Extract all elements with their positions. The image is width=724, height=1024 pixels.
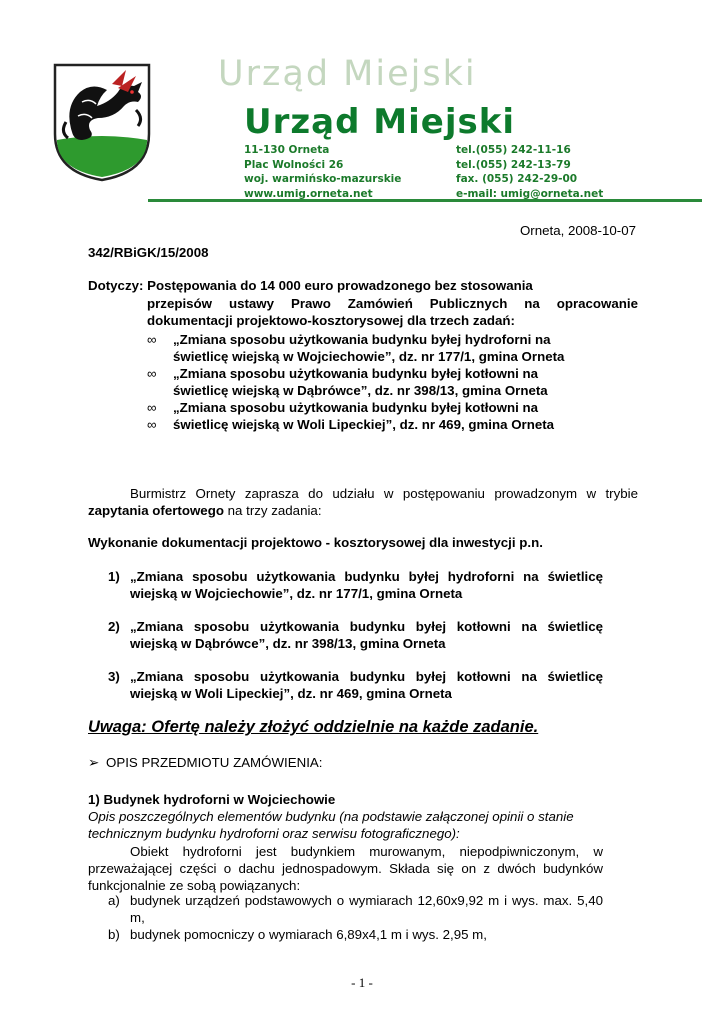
- coat-of-arms-logo: [52, 62, 152, 182]
- scope-heading: Wykonanie dokumentacji projektowo - kosztorysowej dla inwestycji p.n.: [88, 535, 543, 550]
- subject-bullet: [147, 331, 551, 348]
- notice-heading: Uwaga: Ofertę należy złożyć oddzielnie na każde zadanie.: [88, 718, 539, 736]
- logo-title-shadow: Urząd Miejski: [218, 54, 477, 94]
- address-line: Plac Wolności 26: [244, 158, 344, 171]
- building-item: b) budynek pomocniczy o wymiarach 6,89x4,1 m i wys. 2,95 m,: [108, 927, 487, 942]
- subject-bullet: [147, 399, 538, 416]
- letter-date: Orneta, 2008-10-07: [519, 223, 636, 238]
- section-heading: 1) Budynek hydroforni w Wojciechowie: [88, 792, 336, 807]
- invitation-paragraph: Burmistrz Ornety zaprasza do udziału w postępowaniu prowadzonym w trybie zapytania ofertowego na trzy zadania:: [88, 486, 638, 518]
- email-link[interactable]: e-mail: umig@orneta.net: [456, 187, 604, 200]
- header-divider: [148, 199, 702, 202]
- section-note: Opis poszczególnych elementów budynku (na podstawie załączonej opinii o stanie technicznym budynku hydroforni oraz serwisu fotograficznego):: [88, 809, 574, 841]
- infinity-bullet-icon: ∞: [147, 400, 157, 415]
- phone-line: tel.(055) 242-13-79: [456, 158, 571, 171]
- bullet-text: świetlicę wiejską w Wojciechowie”, dz. nr 177/1, gmina Orneta: [173, 349, 565, 364]
- bullet-text: „Zmiana sposobu użytkowania budynku byłej hydroforni na: [173, 332, 551, 347]
- infinity-bullet-icon: ∞: [147, 332, 157, 347]
- subject-bullet: [147, 365, 538, 382]
- bullet-text: „Zmiana sposobu użytkowania budynku byłej kotłowni na: [173, 400, 538, 415]
- building-description: Obiekt hydroforni jest budynkiem murowanym, niepodpiwniczonym, w przeważającej części o dachu jednospadowym. Składa się on z dwóch budynków funkcjonalnie ze sobą powiązanych:: [88, 844, 603, 893]
- phone-line: tel.(055) 242-11-16: [456, 144, 571, 156]
- subject-line: Dotyczy: Postępowania do 14 000 euro prowadzonego bez stosowania: [88, 278, 533, 293]
- contact-address: [244, 143, 401, 201]
- infinity-bullet-icon: ∞: [147, 366, 157, 381]
- subject-bullet: [147, 382, 548, 399]
- subject-bullet: [147, 348, 564, 365]
- bullet-text: świetlicę wiejską w Dąbrówce”, dz. nr 398/13, gmina Orneta: [173, 383, 548, 398]
- procedure-type: zapytania ofertowego: [88, 503, 224, 518]
- task-item: 2) „Zmiana sposobu użytkowania budynku byłej kotłowni na świetlicę wiejską w Dąbrówce”, dz. nr 398/13, gmina Orneta: [108, 619, 603, 651]
- infinity-bullet-icon: ∞: [147, 417, 157, 432]
- contact-phones: [456, 143, 603, 201]
- page-number: - 1 -: [351, 975, 373, 990]
- address-line: 11-130 Orneta: [244, 144, 330, 156]
- task-item: 3) „Zmiana sposobu użytkowania budynku byłej kotłowni na świetlicę wiejską w Woli Lipeckiej”, dz. nr 469, gmina Orneta: [108, 669, 603, 701]
- logo-title: Urząd Miejski: [244, 102, 515, 142]
- bullet-text: „Zmiana sposobu użytkowania budynku byłej kotłowni na: [173, 366, 538, 381]
- reference-number: 342/RBiGK/15/2008: [88, 245, 209, 260]
- address-line: woj. warmińsko-mazurskie: [244, 173, 402, 185]
- building-item: a) budynek urządzeń podstawowych o wymiarach 12,60x9,92 m i wys. max. 5,40 m,: [108, 893, 603, 925]
- task-item: 1) „Zmiana sposobu użytkowania budynku byłej hydroforni na świetlicę wiejską w Wojciechowie”, dz. nr 177/1, gmina Orneta: [108, 569, 603, 601]
- subject-continuation: przepisów ustawy Prawo Zamówień Publicznych na opracowanie dokumentacji projektowo-kosztorysowej dla trzech zadań:: [147, 296, 638, 328]
- description-heading: ➢ OPIS PRZEDMIOTU ZAMÓWIENIA:: [88, 755, 323, 770]
- bullet-text: świetlicę wiejską w Woli Lipeckiej”, dz. nr 469, gmina Orneta: [173, 417, 555, 432]
- fax-line: fax. (055) 242-29-00: [456, 173, 578, 185]
- arrow-bullet-icon: ➢: [88, 755, 100, 770]
- subject-bullet: [147, 416, 554, 433]
- website-link[interactable]: www.umig.orneta.net: [244, 187, 373, 200]
